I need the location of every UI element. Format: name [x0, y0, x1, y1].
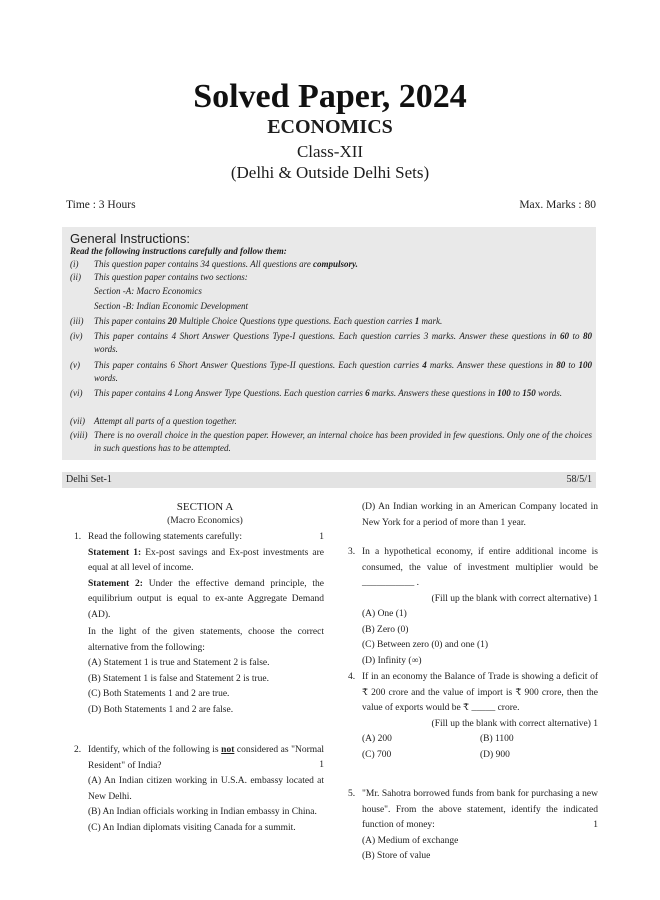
option-a: (A) Medium of exchange [362, 835, 459, 846]
question-number: 3. [348, 547, 356, 557]
option-b: (B) An Indian officials working in Indian embassy in China. [88, 807, 317, 817]
option-a: (A) An Indian citizen working in U.S.A. embassy located at New Delhi. [88, 776, 324, 802]
set-name: Delhi Set-1 [66, 474, 112, 485]
set-bar [62, 472, 596, 488]
option-b: (B) 1100 [480, 734, 514, 744]
time-label: Time : 3 Hours [66, 199, 136, 211]
option-a: (A) Statement 1 is true and Statement 2 is false. [88, 658, 270, 668]
option-a: (A) One (1) [362, 609, 407, 619]
question-text: In a hypothetical economy, if entire additional income is consumed, the value of investment multiplier would be ___________ . [362, 547, 598, 588]
section-subtitle: (Macro Economics) [167, 516, 243, 526]
paper-title: Solved Paper, 2024 [193, 78, 467, 115]
question-number: 5. [348, 789, 356, 799]
question-text: If in an economy the Balance of Trade is showing a deficit of ₹ 200 crore and the value of import is ₹ 900 crore, then the value of exports would be ₹ _____ crore. [362, 672, 598, 713]
instruction-text: This paper contains 20 Multiple Choice Questions type questions. Each question carries 1 mark. [94, 316, 443, 326]
statement-2: Statement 2: Under the effective demand principle, the equilibrium output is equal to ex-ante Aggregate Demand (AD). [88, 578, 324, 620]
instruction-text: This question paper contains two sections: [94, 272, 248, 282]
class-heading: Class-XII [296, 142, 364, 161]
sets-heading: (Delhi & Outside Delhi Sets) [230, 163, 430, 182]
question-text: Identify, which of the following is not considered as "Normal Resident" of India? [88, 745, 324, 771]
options-row [362, 732, 598, 748]
option-c: (C) Between zero (0) and one (1) [362, 640, 489, 650]
question-note: (Fill up the blank with correct alternative) 1 [431, 593, 598, 604]
option-b: (B) Store of value [362, 851, 431, 861]
instruction-text: This paper contains 6 Short Answer Questions Type-II questions. Each question carries 4 marks. Answer these questions in 80 to 100 words. [94, 360, 592, 383]
statement-1: Statement 1: Ex-post savings and Ex-post investments are equal at all level of income. [88, 547, 324, 573]
instruction-num: (vii) [70, 416, 85, 426]
subject-heading: ECONOMICS [267, 116, 393, 138]
instruction-text: Section -A: Macro Economics [94, 286, 202, 296]
instruction-text: This paper contains 4 Long Answer Type Questions. Each question carries 6 marks. Answers these questions in 100 to 150 words. [94, 388, 562, 398]
option-c: (C) Both Statements 1 and 2 are true. [88, 689, 230, 699]
set-code: 58/5/1 [566, 474, 592, 485]
max-marks-label: Max. Marks : 80 [519, 199, 596, 211]
instructions-heading: General Instructions: [70, 231, 190, 246]
question-number: 4. [348, 672, 356, 682]
options-row [362, 748, 598, 764]
question-text: "Mr. Sahotra borrowed funds from bank for purchasing a new house". From the above statement, identify the indicated function of money: [362, 789, 598, 830]
question-5 [348, 787, 598, 865]
question-mark: 1 [319, 532, 324, 542]
question-number: 2. [74, 745, 82, 755]
instruction-num: (ii) [70, 272, 81, 282]
question-mark: 1 [593, 820, 598, 830]
instruction-num: (iii) [70, 316, 84, 326]
instruction-num: (i) [70, 259, 79, 269]
instruction-text: This paper contains 4 Short Answer Questions Type-I questions. Each question carries 3 marks. Answer these questions in 60 to 80 words. [94, 331, 592, 354]
question-note: (Fill up the blank with correct alternative) 1 [431, 718, 598, 729]
question-2 [74, 743, 324, 836]
instruction-text: There is no overall choice in the question paper. However, an internal choice has been provided in few questions. Only one of the choices in such questions has to be attempted. [94, 430, 592, 453]
option-d: (D) 900 [480, 749, 510, 760]
instruction-num: (viii) [70, 430, 88, 440]
instruction-num: (vi) [70, 388, 83, 398]
question-number: 1. [74, 532, 82, 542]
option-c: (C) An Indian diplomats visiting Canada for a summit. [88, 822, 296, 833]
option-d: (D) An Indian working in an American Company located in New York for a period of more than 1 year. [362, 502, 598, 528]
option-b: (B) Zero (0) [362, 624, 409, 635]
option-d: (D) Infinity (∞) [362, 655, 422, 666]
instructions-lead: Read the following instructions carefully and follow them: [70, 246, 287, 256]
question-3 [348, 545, 598, 669]
question-text: Read the following statements carefully: [88, 532, 243, 542]
instruction-text: This question paper contains 34 questions. All questions are compulsory. [94, 259, 358, 269]
question-prompt: In the light of the given statements, choose the correct alternative from the following: [88, 627, 324, 653]
instruction-text: Section -B: Indian Economic Development [94, 301, 248, 311]
section-title: SECTION A [176, 501, 234, 513]
option-a: (A) 200 [362, 734, 392, 744]
option-c: (C) 700 [362, 749, 392, 760]
instruction-num: (iv) [70, 331, 83, 341]
question-mark: 1 [319, 760, 324, 770]
question-1 [74, 530, 324, 718]
instruction-text: Attempt all parts of a question together. [94, 416, 237, 426]
question-4 [348, 670, 598, 763]
option-b: (B) Statement 1 is false and Statement 2 is true. [88, 673, 269, 684]
option-d: (D) Both Statements 1 and 2 are false. [88, 704, 234, 715]
instruction-num: (v) [70, 360, 80, 370]
